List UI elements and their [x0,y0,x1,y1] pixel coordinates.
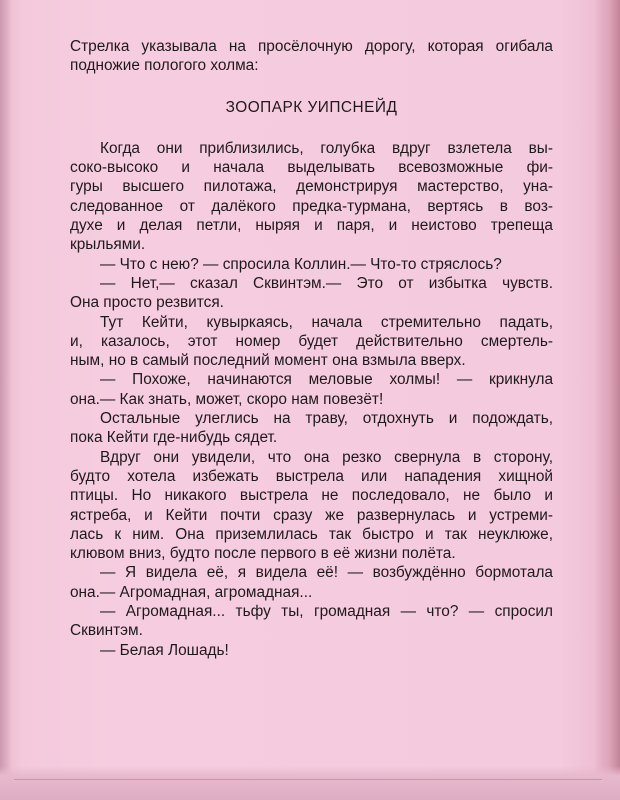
body-paragraph [70,255,553,274]
text-line: клювом вниз, будто после первого в её жизни полёта. [70,545,456,563]
text-line: крыльями. [70,236,146,254]
text-line: — Я видела её, я видела её! — возбуждённо бормотала [100,564,553,582]
text-line: Сквинтэм. [70,622,143,640]
text-line: и, казалось, этот номер будет действительно смертель- [70,332,553,350]
text-line: пока Кейти где-нибудь сядет. [70,429,278,447]
text-line: соко-высоко и начала выделывать всевозможные фи- [70,159,553,177]
text-line: ястреба, и Кейти почти сразу же развернулась и устреми- [70,506,553,524]
body-paragraph [70,563,553,602]
section-heading: ЗООПАРК УИПСНЕЙД [225,98,398,116]
page-gutter-shadow [0,0,12,800]
page-bottom-line [14,779,602,780]
body-paragraph [70,641,553,660]
body-paragraphs [70,139,553,660]
page-edge [594,0,620,800]
body-paragraph [70,409,553,448]
text-line: птицы. Но никакого выстрела не последовало, не было и [70,487,553,505]
text-line: следованное от далёкого предка-турмана, вертясь в воз- [70,197,553,215]
body-paragraph [70,602,553,641]
text-line: ным, но в самый последний момент она взмыла вверх. [70,352,466,370]
text-line: — Агромадная... тьфу ты, громадная — что? — спросил [100,603,553,621]
text-line: Стрелка указывала на просёлочную дорогу, которая огибала [70,38,553,55]
text-line: лась к ним. Она приземлилась так быстро и так неуклюже, [70,525,553,543]
text-line: Когда они приблизились, голубка вдруг взлетела вы- [100,139,553,157]
text-line: — Похоже, начинаются меловые холмы! — крикнула [100,371,553,389]
text-line: гуры высшего пилотажа, демонстрируя мастерство, уна- [70,178,553,196]
text-line: она.— Агромадная, агромадная... [70,583,313,601]
body-paragraph [70,448,553,564]
text-line: Остальные улеглись на траву, отдохнуть и подождать, [100,410,553,428]
text-line: подножие пологого холма: [70,57,259,75]
text-line: Она просто резвится. [70,294,224,312]
text-line: — Что с нею? — спросила Коллин.— Что-то стряслось? [100,255,502,273]
text-line: — Нет,— сказал Сквинтэм.— Это от избытка чувств. [100,274,553,292]
intro-paragraph [70,37,553,76]
body-paragraph [70,313,553,371]
text-line: будто хотела избежать выстрела или нападения хищной [70,467,553,485]
text-line: Тут Кейти, кувыркаясь, начала стремительно падать, [100,313,553,331]
text-line: духе и делая петли, ныряя и паря, и неистово трепеща [70,217,553,235]
page-text [70,37,553,660]
body-paragraph [70,274,553,313]
page-bottom-band [0,766,620,800]
text-line: — Белая Лошадь! [100,641,229,659]
text-line: Вдруг они увидели, что она резко свернула в сторону, [100,448,553,466]
body-paragraph [70,370,553,409]
body-paragraph [70,139,553,255]
text-line: она.— Как знать, может, скоро нам повезёт! [70,390,384,408]
